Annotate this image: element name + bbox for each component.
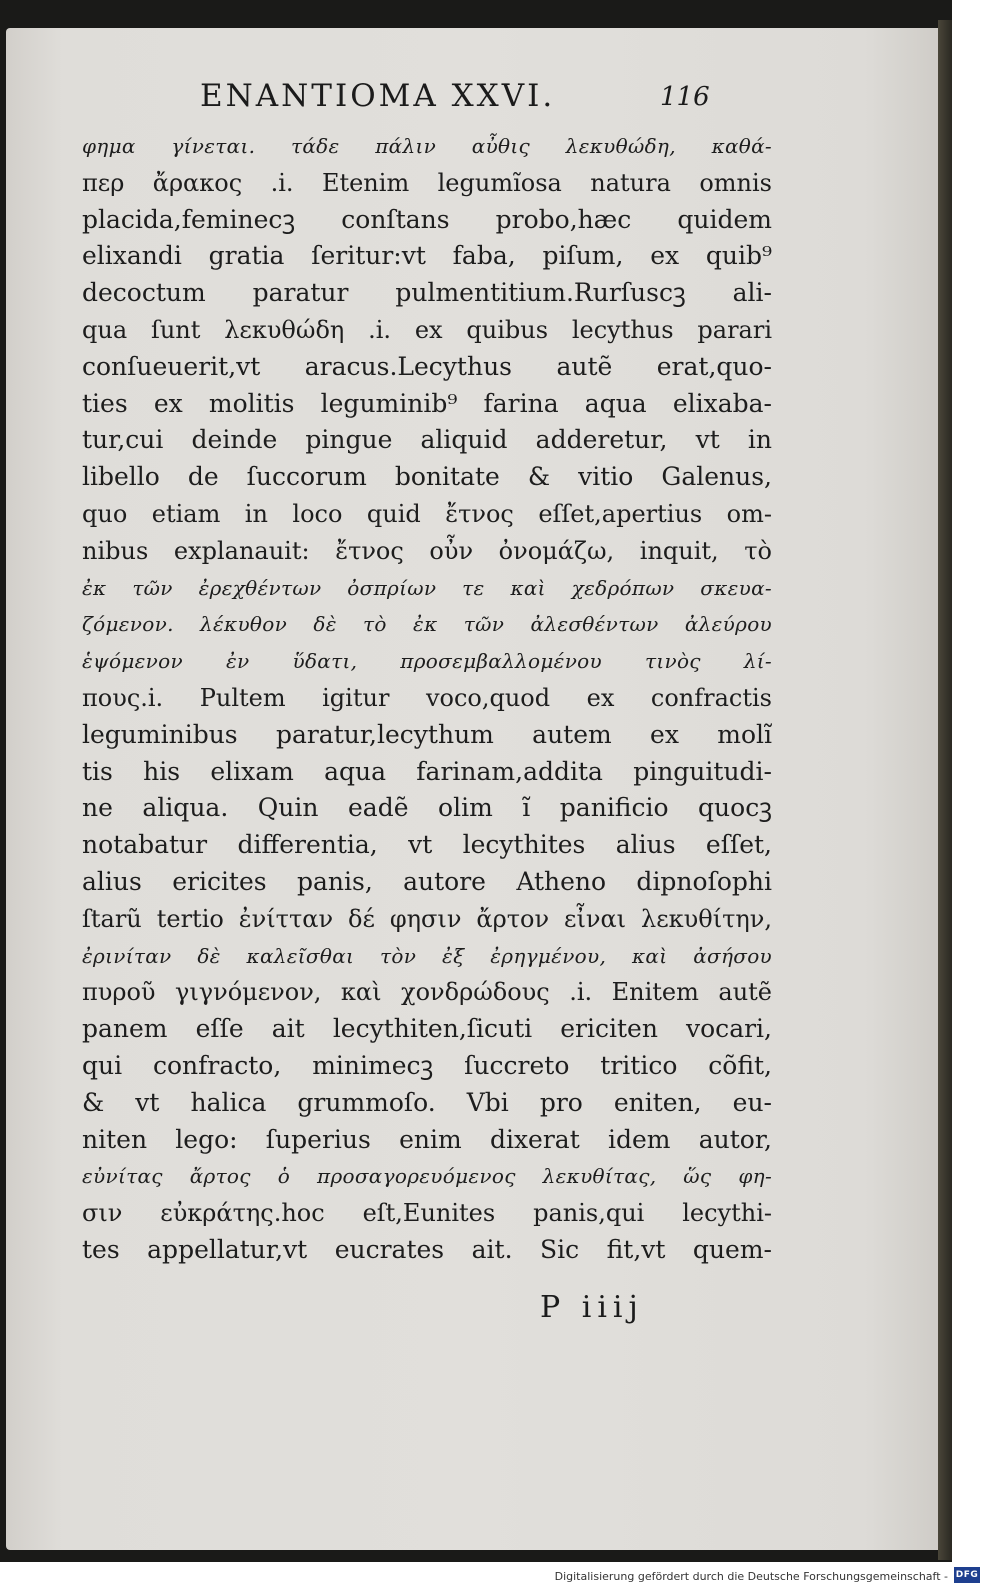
text-line: nibus explanauit: ἔτνος οὖν ὀνομάζω, inquit, τὸ bbox=[82, 536, 772, 565]
text-line: πυροῦ γιγνόμενον, καὶ χονδρώδους .i. Enitem autẽ bbox=[82, 978, 772, 1007]
text-line: panem eſſe ait lecythiten,ſicuti ericiten vocari, bbox=[82, 1014, 772, 1044]
text-line: σιν εὐκράτης.hoc eſt,Eunites panis,qui lecythi- bbox=[82, 1199, 772, 1228]
text-line: & vt halica grummoſo. Vbi pro eniten, eu- bbox=[82, 1087, 772, 1117]
text-line: placida,feminecꝫ conſtans probo,hæc quidem bbox=[82, 204, 772, 234]
text-line: ties ex molitis leguminib⁹ farina aqua elixaba- bbox=[82, 388, 772, 418]
text-line: ne aliqua. Quin eadẽ olim ĩ panificio quocꝫ bbox=[82, 793, 772, 823]
text-line: libello de ſuccorum bonitate & vitio Galenus, bbox=[82, 462, 772, 492]
text-line: ἐκ τῶν ἐρεχθέντων ὀσπρίων τε καὶ χεδρόπων σκευα- bbox=[82, 575, 772, 600]
text-line: conſueuerit,vt aracus.Lecythus autẽ erat,quo- bbox=[82, 351, 772, 381]
folio-number: 116 bbox=[660, 82, 710, 112]
text-line: notabatur differentia, vt lecythites alius eſſet, bbox=[82, 830, 772, 860]
text-line: niten lego: ſuperius enim dixerat idem autor, bbox=[82, 1124, 772, 1154]
page-edge bbox=[938, 20, 952, 1560]
text-line: elixandi gratia ſeritur:vt faba, piſum, ex quib⁹ bbox=[82, 241, 772, 271]
text-line: qua ſunt λεκυθώδη .i. ex quibus lecythus parari bbox=[82, 315, 772, 344]
text-line: tis his elixam aqua farinam,addita pinguitudi- bbox=[82, 756, 772, 786]
text-line: alius ericites panis, autore Atheno dipnoſophi bbox=[82, 866, 772, 896]
text-line: decoctum paratur pulmentitium.Rurſuscꝫ ali- bbox=[82, 278, 772, 308]
text-line: ſtarũ tertio ἐνίτταν δέ φησιν ἄρτον εἶναι λεκυθίτην, bbox=[82, 904, 772, 933]
text-line: ἐρινίταν δὲ καλεῖσθαι τὸν ἐξ ἐρηγμένου, καὶ ἀσήσου bbox=[82, 943, 772, 968]
text-line: qui confracto, minimecꝫ ſuccreto tritico cõfit, bbox=[82, 1050, 772, 1080]
text-line: ἑψόμενον ἐν ὕδατι, προσεμβαλλομένου τινὸς λί- bbox=[82, 649, 772, 674]
text-line: tes appellatur,vt eucrates ait. Sic fit,vt quem- bbox=[82, 1234, 772, 1264]
text-line: tur,cui deinde pingue aliquid adderetur, vt in bbox=[82, 425, 772, 455]
dfg-credit: Digitalisierung gefördert durch die Deutsche Forschungsgemeinschaft - bbox=[554, 1570, 948, 1583]
text-line: πους.i. Pultem igitur voco,quod ex confractis bbox=[82, 683, 772, 712]
text-line: εὐνίτας ἄρτος ὁ προσαγορευόμενος λεκυθίτας, ὥς φη- bbox=[82, 1164, 772, 1189]
running-head: ENANTIOMA XXVI. bbox=[200, 78, 556, 114]
text-block bbox=[82, 128, 772, 1269]
signature-mark: P iiij bbox=[540, 1290, 644, 1325]
text-line: περ ἄρακος .i. Etenim legumĩosa natura omnis bbox=[82, 168, 772, 197]
dfg-logo: DFG bbox=[954, 1567, 980, 1583]
text-line: ζόμενον. λέκυθον δὲ τὸ ἐκ τῶν ἀλεσθέντων ἀλεύρου bbox=[82, 612, 772, 637]
text-line: leguminibus paratur,lecythum autem ex molĩ bbox=[82, 719, 772, 749]
text-line: quo etiam in loco quid ἔτνος eſſet,apertius om- bbox=[82, 499, 772, 528]
text-line: φημα γίνεται. τάδε πάλιν αὖθις λεκυθώδη, καθά- bbox=[82, 134, 772, 158]
